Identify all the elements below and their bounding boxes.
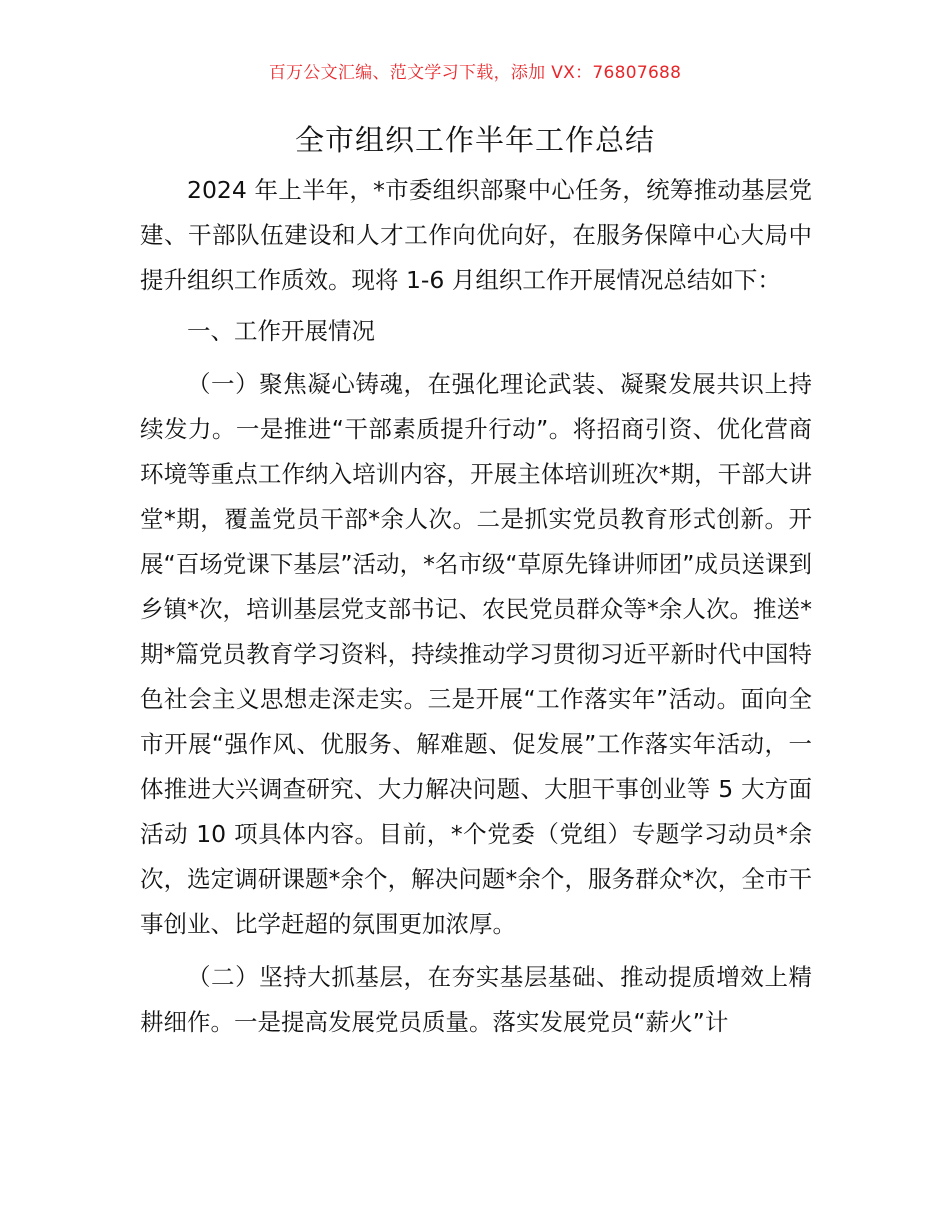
document-body [140, 168, 812, 1045]
document-title: 全市组织工作半年工作总结 [294, 123, 655, 157]
paragraph-1: （一）聚焦凝心铸魂，在强化理论武装、凝聚发展共识上持续发力。一是推进“干部素质提升行动”。将招商引资、优化营商环境等重点工作纳入培训内容，开展主体培训班次*期，干部大讲堂*期，覆盖党员干部*余人次。二是抓实党员教育形式创新。开展“百场党课下基层”活动，*名市级“草原先锋讲师团”成员送课到乡镇*次，培训基层党支部书记、农民党员群众等*余人次。推送*期*篇党员教育学习资料，持续推动学习贯彻习近平新时代中国特色社会主义思想走深走实。三是开展“工作落实年”活动。面向全市开展“强作风、优服务、解难题、促发展”工作落实年活动，一体推进大兴调查研究、大力解决问题、大胆干事创业等 5 大方面活动 10 项具体内容。目前，*个党委（党组）专题学习动员*余次，选定调研课题*余个，解决问题*余个，服务群众*次，全市干事创业、比学赶超的氛围更加浓厚。 [140, 370, 812, 938]
intro-paragraph: 2024 年上半年，*市委组织部聚中心任务，统筹推动基层党建、干部队伍建设和人才工作向优向好，在服务保障中心大局中提升组织工作质效。现将 1-6 月组织工作开展情况总结如下： [140, 176, 812, 294]
paragraph-2: （二）坚持大抓基层，在夯实基层基础、推动提质增效上精耕细作。一是提高发展党员质量。落实发展党员“薪火”计 [140, 963, 812, 1036]
section-heading: 一、工作开展情况 [187, 317, 375, 345]
header-watermark-note: 百万公文汇编、范文学习下载，添加 VX：76807688 [268, 63, 682, 83]
